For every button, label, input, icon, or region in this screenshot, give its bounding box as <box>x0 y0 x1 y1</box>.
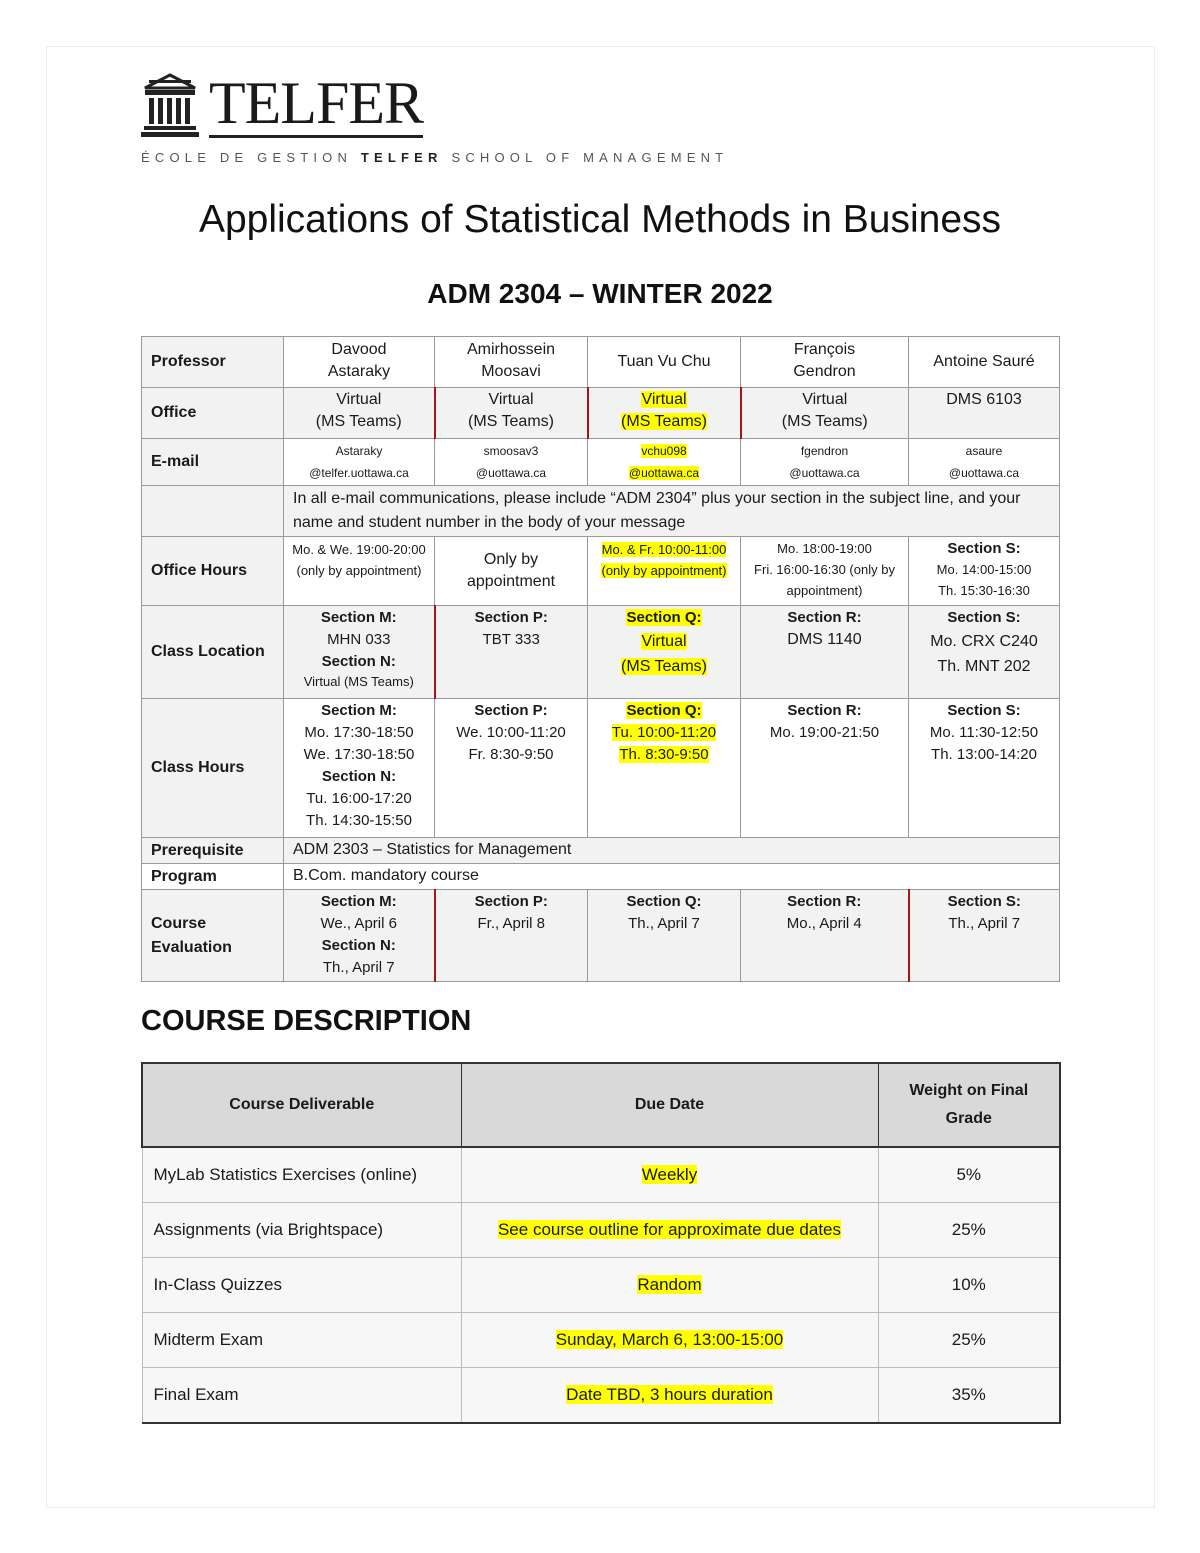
table-row <box>142 1203 1060 1258</box>
label-program: Program <box>142 864 284 890</box>
row-office <box>142 388 1060 439</box>
class-hours-value: Section M: Mo. 17:30-18:50 We. 17:30-18:50 Section N: Tu. 16:00-17:20 Th. 14:30-15:50 <box>284 699 435 838</box>
table-row <box>142 1147 1060 1203</box>
professor-name: Davood Astaraky <box>284 337 435 388</box>
label-empty <box>142 486 284 537</box>
professor-name: Amirhossein Moosavi <box>435 337 588 388</box>
telfer-logo <box>141 69 729 165</box>
class-location-value: Section R: DMS 1140 <box>741 606 909 699</box>
table-row <box>142 1258 1060 1313</box>
program-value: B.Com. mandatory course <box>284 864 1060 890</box>
deliverables-header-row <box>142 1063 1060 1147</box>
email-value[interactable]: vchu098 @uottawa.ca <box>588 439 741 486</box>
course-code-heading: ADM 2304 – WINTER 2022 <box>427 278 773 309</box>
deliverable-name: MyLab Statistics Exercises (online) <box>142 1147 461 1203</box>
deliverable-name: Assignments (via Brightspace) <box>142 1203 461 1258</box>
evaluation-value: Section Q: Th., April 7 <box>588 890 741 982</box>
weight-value: 5% <box>878 1147 1060 1203</box>
row-course-evaluation <box>142 890 1060 982</box>
label-class-hours: Class Hours <box>142 699 284 838</box>
office-value: Virtual (MS Teams) <box>588 388 741 439</box>
due-date: Random <box>461 1258 878 1313</box>
logo-tagline: ÉCOLE DE GESTION TELFER SCHOOL OF MANAGEMENT <box>141 150 729 165</box>
row-class-hours <box>142 699 1060 838</box>
label-office-hours: Office Hours <box>142 537 284 606</box>
evaluation-value: Section S: Th., April 7 <box>909 890 1060 982</box>
email-note: In all e-mail communications, please include “ADM 2304” plus your section in the subject line, and your name and student number in the body of your message <box>284 486 1060 537</box>
building-columns-icon <box>141 72 199 138</box>
professor-name: François Gendron <box>741 337 909 388</box>
class-hours-value: Section S: Mo. 11:30-12:50 Th. 13:00-14:20 <box>909 699 1060 838</box>
due-date: See course outline for approximate due dates <box>461 1203 878 1258</box>
professor-name: Antoine Sauré <box>909 337 1060 388</box>
label-class-location: Class Location <box>142 606 284 699</box>
email-value[interactable]: fgendron @uottawa.ca <box>741 439 909 486</box>
deliverables-table <box>141 1062 1061 1424</box>
office-hours-value: Mo. 18:00-19:00 Fri. 16:00-16:30 (only by appointment) <box>741 537 909 606</box>
label-office: Office <box>142 388 284 439</box>
class-hours-value: Section R: Mo. 19:00-21:50 <box>741 699 909 838</box>
weight-value: 10% <box>878 1258 1060 1313</box>
email-value[interactable]: smoosav3 @uottawa.ca <box>435 439 588 486</box>
office-hours-value: Only by appointment <box>435 537 588 606</box>
class-location-value: Section M: MHN 033 Section N: Virtual (MS Teams) <box>284 606 435 699</box>
row-email-note <box>142 486 1060 537</box>
weight-value: 35% <box>878 1368 1060 1424</box>
class-hours-value: Section Q: Tu. 10:00-11:20 Th. 8:30-9:50 <box>588 699 741 838</box>
label-email: E-mail <box>142 439 284 486</box>
label-course-evaluation: Course Evaluation <box>142 890 284 982</box>
row-email <box>142 439 1060 486</box>
class-location-value: Section S: Mo. CRX C240 Th. MNT 202 <box>909 606 1060 699</box>
office-hours-value: Section S: Mo. 14:00-15:00 Th. 15:30-16:30 <box>909 537 1060 606</box>
office-value: DMS 6103 <box>909 388 1060 439</box>
prerequisite-value: ADM 2303 – Statistics for Management <box>284 838 1060 864</box>
table-row <box>142 1313 1060 1368</box>
office-hours-value: Mo. & Fr. 10:00-11:00 (only by appointment) <box>588 537 741 606</box>
office-value: Virtual (MS Teams) <box>435 388 588 439</box>
deliverable-name: Final Exam <box>142 1368 461 1424</box>
document-title: Applications of Statistical Methods in Business <box>198 198 1002 241</box>
deliverable-name: Midterm Exam <box>142 1313 461 1368</box>
course-info-table <box>141 336 1060 982</box>
email-value[interactable]: Astaraky @telfer.uottawa.ca <box>284 439 435 486</box>
table-row <box>142 1368 1060 1424</box>
class-location-value: Section Q: Virtual (MS Teams) <box>588 606 741 699</box>
column-header-deliverable: Course Deliverable <box>142 1063 461 1147</box>
row-professor <box>142 337 1060 388</box>
column-header-weight: Weight on Final Grade <box>878 1063 1060 1147</box>
due-date: Date TBD, 3 hours duration <box>461 1368 878 1424</box>
column-header-due-date: Due Date <box>461 1063 878 1147</box>
row-office-hours <box>142 537 1060 606</box>
office-value: Virtual (MS Teams) <box>741 388 909 439</box>
row-program <box>142 864 1060 890</box>
due-date: Weekly <box>461 1147 878 1203</box>
class-hours-value: Section P: We. 10:00-11:20 Fr. 8:30-9:50 <box>435 699 588 838</box>
course-description-heading: COURSE DESCRIPTION <box>141 1005 472 1037</box>
due-date: Sunday, March 6, 13:00-15:00 <box>461 1313 878 1368</box>
deliverable-name: In-Class Quizzes <box>142 1258 461 1313</box>
class-location-value: Section P: TBT 333 <box>435 606 588 699</box>
weight-value: 25% <box>878 1203 1060 1258</box>
row-prerequisite <box>142 838 1060 864</box>
evaluation-value: Section M: We., April 6 Section N: Th., April 7 <box>284 890 435 982</box>
label-prerequisite: Prerequisite <box>142 838 284 864</box>
professor-name: Tuan Vu Chu <box>588 337 741 388</box>
office-value: Virtual (MS Teams) <box>284 388 435 439</box>
office-hours-value: Mo. & We. 19:00-20:00 (only by appointment) <box>284 537 435 606</box>
evaluation-value: Section P: Fr., April 8 <box>435 890 588 982</box>
row-class-location <box>142 606 1060 699</box>
weight-value: 25% <box>878 1313 1060 1368</box>
evaluation-value: Section R: Mo., April 4 <box>741 890 909 982</box>
email-value[interactable]: asaure @uottawa.ca <box>909 439 1060 486</box>
logo-wordmark: TELFER <box>209 69 423 136</box>
label-professor: Professor <box>142 337 284 388</box>
